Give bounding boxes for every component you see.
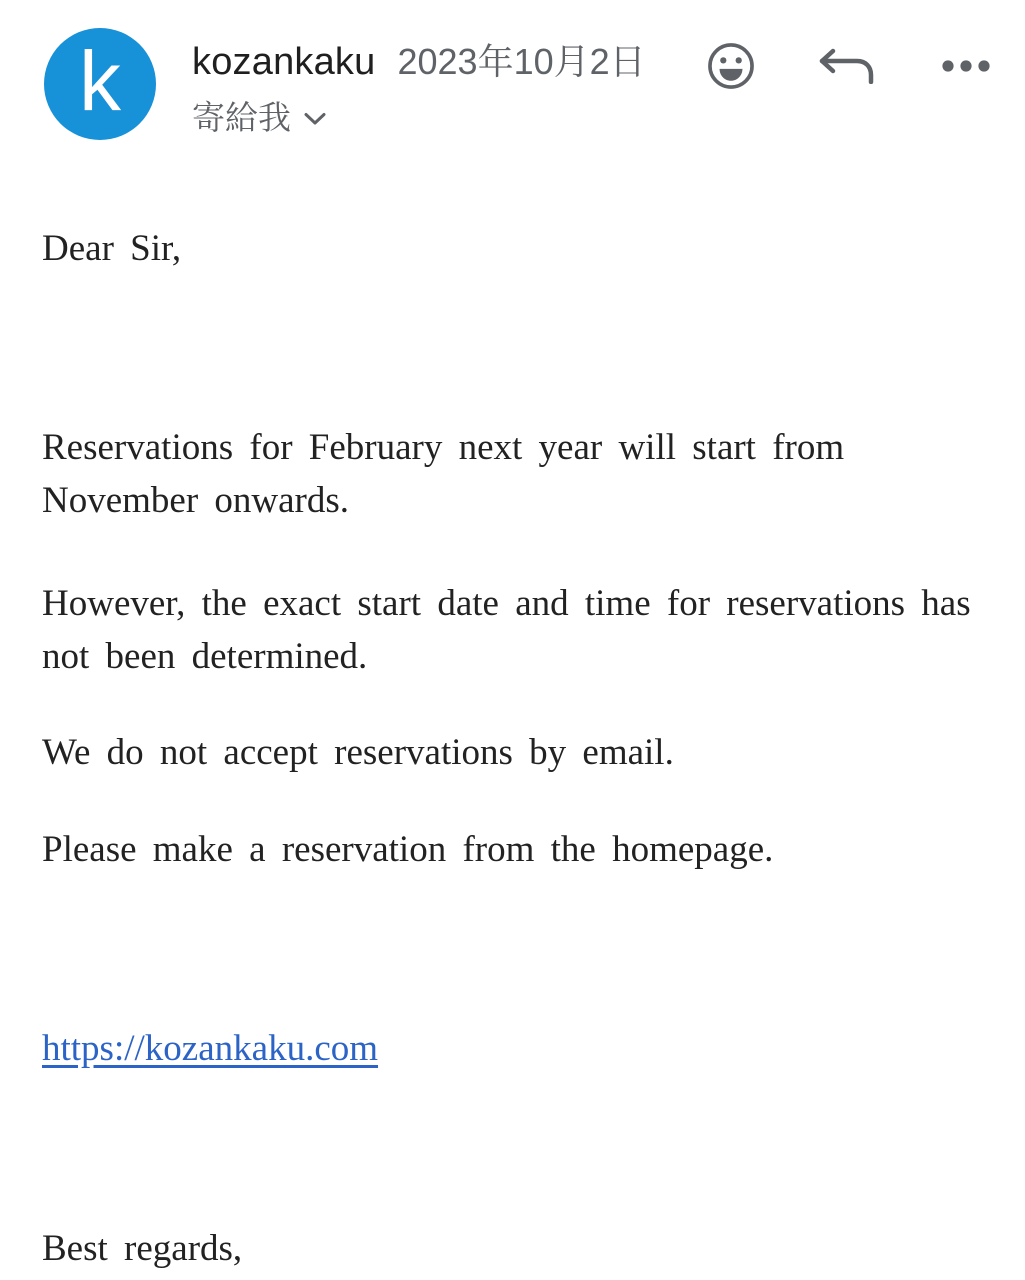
to-me-label: 寄給我 [192, 99, 291, 136]
emoji-reaction-button[interactable] [705, 40, 757, 92]
homepage-link[interactable]: https://kozankaku.com [42, 1028, 379, 1069]
closing-text: Best regards, [42, 1228, 243, 1269]
avatar-letter: k [79, 34, 121, 128]
more-options-button[interactable] [940, 40, 992, 92]
paragraph-reservations: Reservations for February next year will start from November onwards. [42, 427, 845, 521]
sender-avatar[interactable] [44, 28, 156, 140]
reply-button[interactable] [820, 40, 872, 92]
chevron-down-icon [304, 106, 326, 126]
sender-row [192, 34, 646, 85]
email-body [42, 222, 992, 1275]
more-options-icon [941, 59, 991, 73]
emoji-smiley-icon [706, 41, 756, 91]
email-date: 2023年10月2日 [397, 41, 646, 82]
email-header [0, 0, 1025, 180]
recipient-details-toggle[interactable] [192, 92, 326, 139]
reply-icon [818, 48, 874, 84]
paragraph-homepage: Please make a reservation from the homepage. [42, 829, 774, 870]
paragraph-no-email: We do not accept reservations by email. [42, 732, 674, 773]
sender-name: kozankaku [192, 41, 376, 83]
greeting-text: Dear Sir, [42, 228, 182, 269]
paragraph-exact-date: However, the exact start date and time for reservations has not been determined. [42, 583, 971, 677]
